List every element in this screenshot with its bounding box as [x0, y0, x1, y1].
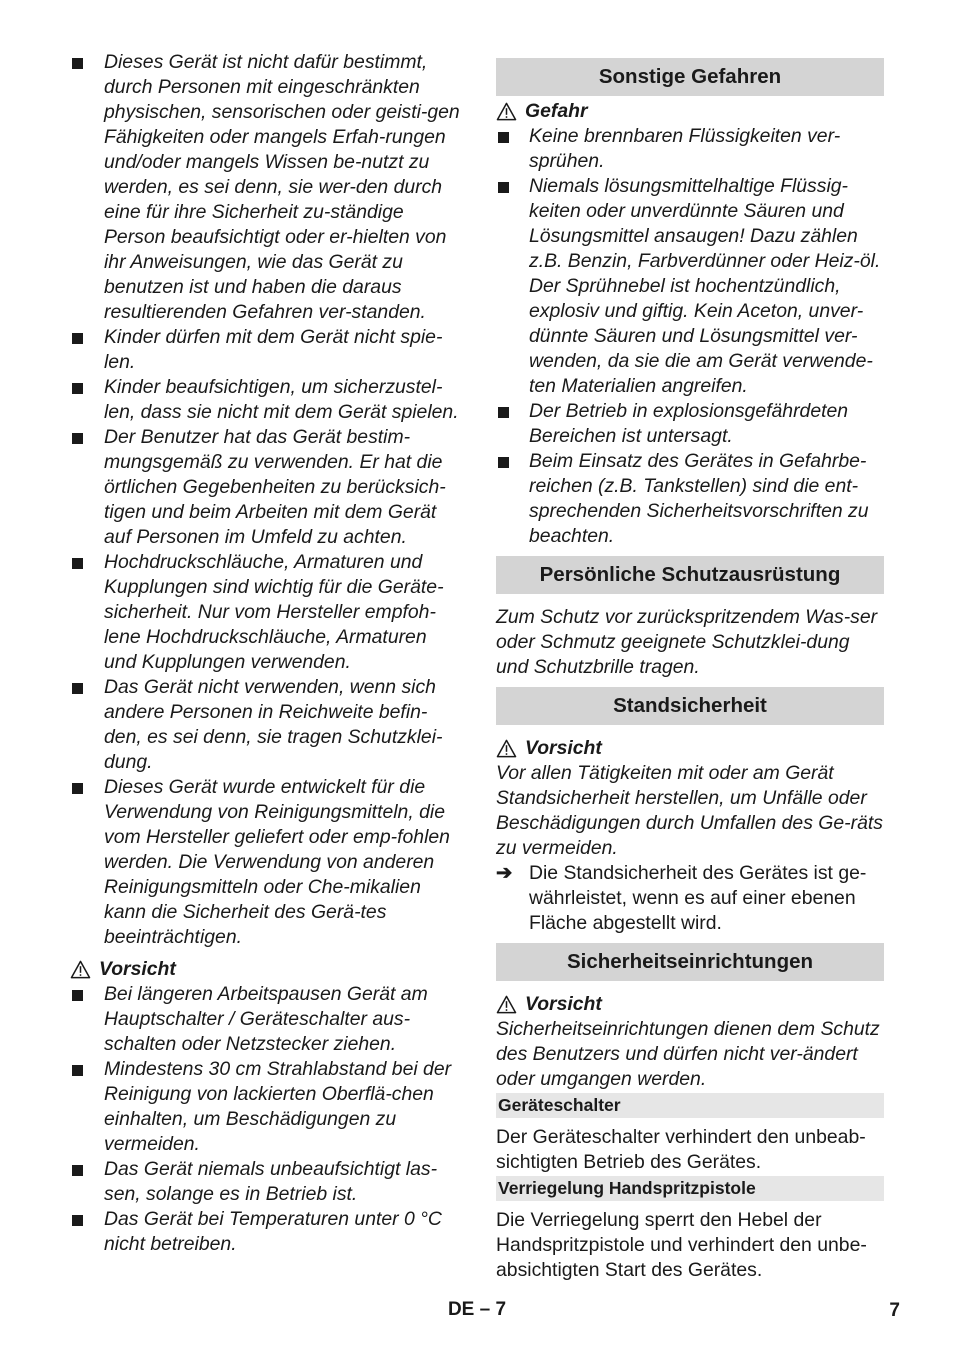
page-number: 7 [889, 1300, 900, 1321]
instruction-step [496, 861, 884, 936]
section-heading-sicherheitseinrichtungen: Sicherheitseinrichtungen [496, 943, 884, 981]
warning-heading [496, 736, 884, 761]
warning-triangle-icon [70, 960, 91, 979]
section-heading-standsicherheit: Standsicherheit [496, 687, 884, 725]
paragraph: Vor allen Tätigkeiten mit oder am Gerät Standsicherheit herstellen, um Unfälle oder Beschädigungen durch Umfallen des Ge-räts zu vermeiden. [496, 762, 883, 859]
paragraph: Der Geräteschalter verhindert den unbeab-sichtigten Betrieb des Gerätes. [496, 1126, 866, 1173]
list-item: Kinder beaufsichtigen, um sicherzustel-len, dass sie nicht mit dem Gerät spielen. [70, 375, 462, 425]
warning-label: Gefahr [525, 100, 588, 122]
subheading-verriegelung: Verriegelung Handspritzpistole [496, 1176, 884, 1201]
paragraph: Zum Schutz vor zurückspritzendem Was-ser oder Schmutz geeignete Schutzklei-dung und Schutzbrille tragen. [496, 606, 878, 678]
list-item: Dieses Gerät ist nicht dafür bestimmt, durch Personen mit eingeschränkten physischen, sensorischen oder geisti-gen Fähigkeiten oder mangels Erfah-rungen und/oder mangels Wissen be-nutzt zu werden, es sei denn, sie wer-den durch eine für ihre Sicherheit zu-ständige Person beaufsichtigt oder er-hielten von ihr Anweisungen, wie das Gerät zu benutzen ist und haben die daraus resultierenden Gefahren ver-standen. [70, 50, 462, 325]
list-item: Das Gerät niemals unbeaufsichtigt las-sen, solange es in Betrieb ist. [70, 1157, 462, 1207]
list-item: Bei längeren Arbeitspausen Gerät am Hauptschalter / Geräteschalter aus-schalten oder Netzstecker ziehen. [70, 982, 462, 1057]
list-item: Keine brennbaren Flüssigkeiten ver-sprühen. [496, 124, 884, 174]
instruction-text: Die Standsicherheit des Gerätes ist ge-währleistet, wenn es auf einer ebenen Fläche abgestellt wird. [529, 862, 867, 934]
list-item: Mindestens 30 cm Strahlabstand bei der Reinigung von lackierten Oberflä-chen einhalten, um Beschädigungen zu vermeiden. [70, 1057, 462, 1157]
section-heading-schutzausruestung: Persönliche Schutzausrüstung [496, 556, 884, 594]
warning-label: Vorsicht [525, 993, 602, 1015]
arrow-right-icon: ➔ [496, 862, 513, 884]
warning-heading [496, 992, 884, 1017]
list-item: Dieses Gerät wurde entwickelt für die Verwendung von Reinigungsmitteln, die vom Hersteller geliefert oder emp-fohlen werden. Die Verwendung von anderen Reinigungsmitteln oder Che-mikalien kann die Sicherheit des Gerä-tes beeinträchtigen. [70, 775, 462, 950]
warning-label: Vorsicht [525, 737, 602, 759]
list-item: Niemals lösungsmittelhaltige Flüssig-keiten oder unverdünnte Säuren und Lösungsmittel ansaugen! Dazu zählen z.B. Benzin, Farbverdünner oder Heiz-öl. Der Sprühnebel ist hochentzündlich, explosiv und giftig. Kein Aceton, unver-dünnte Säuren und Lösungsmittel ver-wenden, da sie die am Gerät verwende-ten Materialien angreifen. [496, 174, 884, 399]
subheading-geraeteschalter: Geräteschalter [496, 1093, 884, 1118]
warning-triangle-icon [496, 102, 517, 121]
list-item: Der Betrieb in explosionsgefährdeten Bereichen ist untersagt. [496, 399, 884, 449]
left-column [70, 50, 462, 1257]
warning-heading [70, 957, 462, 982]
list-item: Das Gerät nicht verwenden, wenn sich andere Personen in Reichweite befin-den, es sei denn, sie tragen Schutzklei-dung. [70, 675, 462, 775]
warning-triangle-icon [496, 995, 517, 1014]
right-column [496, 50, 884, 1283]
list-item: Das Gerät bei Temperaturen unter 0 °C nicht betreiben. [70, 1207, 462, 1257]
warning-label: Vorsicht [99, 958, 176, 980]
list-item: Beim Einsatz des Gerätes in Gefahrbe-reichen (z.B. Tankstellen) sind die ent-sprechenden Sicherheitsvorschriften zu beachten. [496, 449, 884, 549]
warning-triangle-icon [496, 739, 517, 758]
warning-heading [496, 99, 884, 124]
paragraph: Sicherheitseinrichtungen dienen dem Schutz des Benutzers und dürfen nicht ver-ändert oder umgangen werden. [496, 1018, 880, 1090]
list-item: Hochdruckschläuche, Armaturen und Kupplungen sind wichtig für die Geräte-sicherheit. Nur vom Hersteller empfoh-lene Hochdruckschläuche, Armaturen und Kupplungen verwenden. [70, 550, 462, 675]
section-heading-sonstige-gefahren: Sonstige Gefahren [496, 58, 884, 96]
list-item: Der Benutzer hat das Gerät bestim-mungsgemäß zu verwenden. Er hat die örtlichen Gegebenheiten zu berücksich-tigen und beim Arbeiten mit dem Gerät auf Personen im Umfeld zu achten. [70, 425, 462, 550]
page-label: DE – 7 [447, 1299, 507, 1320]
list-item: Kinder dürfen mit dem Gerät nicht spie-len. [70, 325, 462, 375]
paragraph: Die Verriegelung sperrt den Hebel der Handspritzpistole und verhindert den unbe-absichtigten Start des Gerätes. [496, 1209, 867, 1281]
